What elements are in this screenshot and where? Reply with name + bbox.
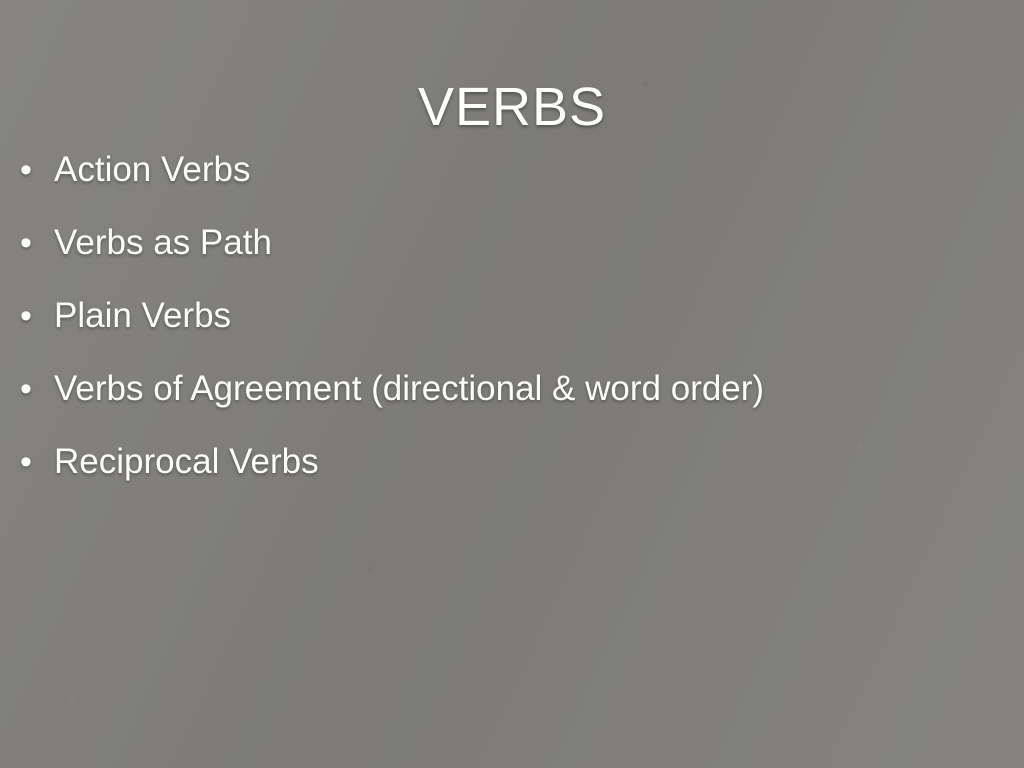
list-item — [20, 367, 1004, 411]
bullet-dot-icon: • — [20, 443, 32, 481]
list-item-label: Plain Verbs — [54, 296, 232, 335]
list-item-label: Verbs of Agreement (directional & word order) — [54, 369, 765, 408]
list-item — [20, 440, 1004, 484]
bullet-list — [20, 148, 1004, 513]
list-item-label: Action Verbs — [54, 150, 251, 189]
list-item — [20, 294, 1004, 338]
bullet-dot-icon: • — [20, 297, 32, 335]
list-item-label: Reciprocal Verbs — [54, 442, 319, 481]
bullet-dot-icon: • — [20, 224, 32, 262]
list-item-label: Verbs as Path — [54, 223, 272, 262]
bullet-dot-icon: • — [20, 151, 32, 189]
bullet-dot-icon: • — [20, 370, 32, 408]
list-item — [20, 148, 1004, 192]
page-title: VERBS — [417, 77, 607, 138]
list-item — [20, 221, 1004, 265]
